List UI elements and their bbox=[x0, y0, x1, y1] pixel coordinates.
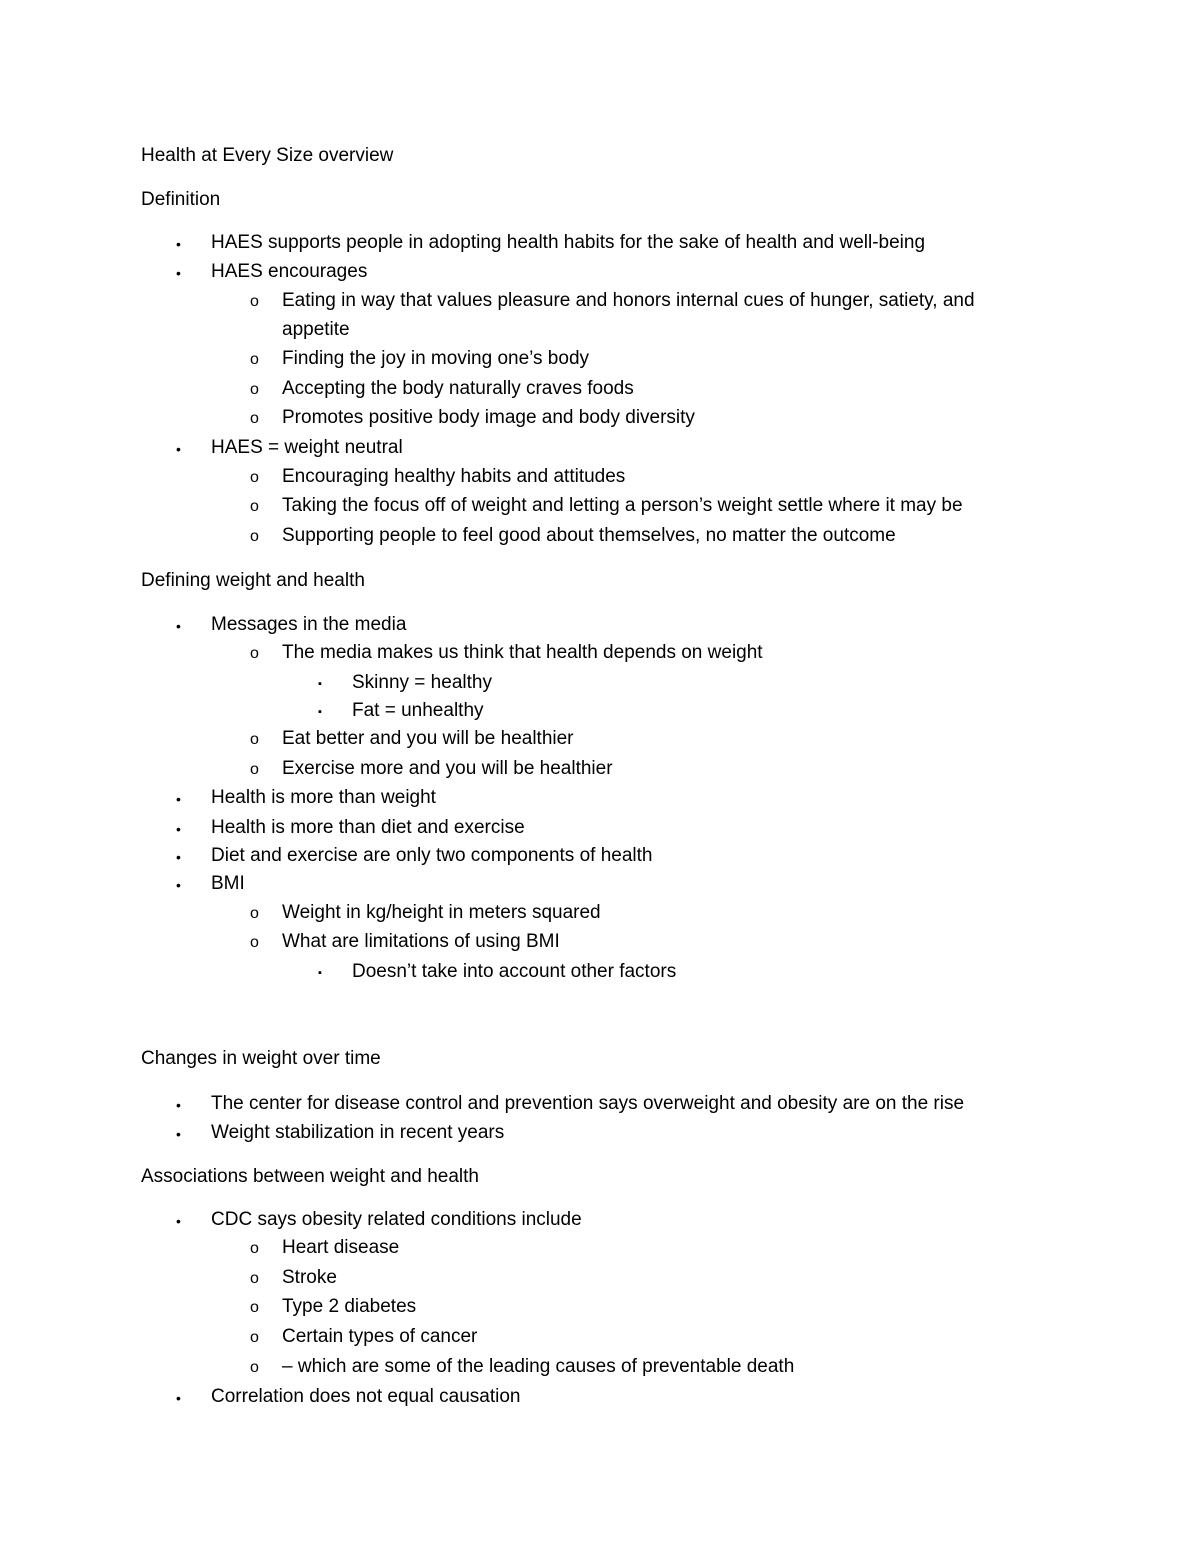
list-item: Fat = unhealthy bbox=[352, 700, 484, 721]
bullet-level1: • bbox=[176, 1097, 181, 1113]
bullet-level2: o bbox=[250, 934, 259, 951]
list-item: Supporting people to feel good about themselves, no matter the outcome bbox=[282, 525, 896, 546]
list-item: Type 2 diabetes bbox=[282, 1296, 417, 1317]
bullet-level1: • bbox=[176, 1213, 181, 1229]
bullet-level2: o bbox=[250, 645, 259, 662]
list-item: Exercise more and you will be healthier bbox=[282, 758, 613, 779]
bullet-level1: • bbox=[176, 618, 181, 634]
bullet-level2: o bbox=[250, 381, 259, 398]
list-item: Weight stabilization in recent years bbox=[211, 1122, 505, 1143]
bullet-level3: ▪ bbox=[318, 706, 322, 718]
list-item: Stroke bbox=[282, 1267, 337, 1288]
list-item: HAES = weight neutral bbox=[211, 437, 403, 458]
list-item: Taking the focus off of weight and letting a person’s weight settle where it may be bbox=[282, 495, 963, 516]
section-heading: Changes in weight over time bbox=[141, 1048, 381, 1069]
bullet-level1: • bbox=[176, 1126, 181, 1142]
list-item: HAES encourages bbox=[211, 261, 368, 282]
list-item: Promotes positive body image and body diversity bbox=[282, 407, 695, 428]
list-item: HAES supports people in adopting health habits for the sake of health and well-being bbox=[211, 232, 926, 253]
list-item: Accepting the body naturally craves foods bbox=[282, 378, 634, 399]
bullet-level1: • bbox=[176, 236, 181, 252]
list-item: Eating in way that values pleasure and honors internal cues of hunger, satiety, and bbox=[282, 290, 975, 311]
bullet-level1: • bbox=[176, 877, 181, 893]
list-item: The center for disease control and prevention says overweight and obesity are on the rise bbox=[211, 1093, 965, 1114]
bullet-level1: • bbox=[176, 441, 181, 457]
bullet-level3: ▪ bbox=[318, 678, 322, 690]
list-item: Health is more than weight bbox=[211, 787, 436, 808]
bullet-level2: o bbox=[250, 528, 259, 545]
list-item: What are limitations of using BMI bbox=[282, 931, 560, 952]
list-item: Messages in the media bbox=[211, 614, 407, 635]
section-heading: Associations between weight and health bbox=[141, 1166, 480, 1187]
list-item: Doesn’t take into account other factors bbox=[352, 961, 677, 982]
bullet-level2: o bbox=[250, 469, 259, 486]
list-item: – which are some of the leading causes of preventable death bbox=[282, 1356, 795, 1377]
bullet-level3: ▪ bbox=[318, 967, 322, 979]
list-item: Heart disease bbox=[282, 1237, 400, 1258]
bullet-level2: o bbox=[250, 1299, 259, 1316]
list-item-continuation: appetite bbox=[282, 319, 350, 340]
bullet-level1: • bbox=[176, 791, 181, 807]
bullet-level2: o bbox=[250, 1359, 259, 1376]
list-item: Eat better and you will be healthier bbox=[282, 728, 574, 749]
list-item: Correlation does not equal causation bbox=[211, 1386, 521, 1407]
list-item: Weight in kg/height in meters squared bbox=[282, 902, 601, 923]
bullet-level2: o bbox=[250, 1270, 259, 1287]
list-item: Skinny = healthy bbox=[352, 672, 492, 693]
list-item: Diet and exercise are only two components of health bbox=[211, 845, 653, 866]
bullet-level2: o bbox=[250, 498, 259, 515]
bullet-level2: o bbox=[250, 1240, 259, 1257]
bullet-level2: o bbox=[250, 731, 259, 748]
bullet-level2: o bbox=[250, 905, 259, 922]
bullet-level2: o bbox=[250, 761, 259, 778]
list-item: Finding the joy in moving one’s body bbox=[282, 348, 590, 369]
list-item: Encouraging healthy habits and attitudes bbox=[282, 466, 626, 487]
bullet-level2: o bbox=[250, 351, 259, 368]
bullet-level1: • bbox=[176, 821, 181, 837]
section-heading: Defining weight and health bbox=[141, 570, 365, 591]
bullet-level1: • bbox=[176, 849, 181, 865]
list-item: Health is more than diet and exercise bbox=[211, 817, 525, 838]
list-item: BMI bbox=[211, 873, 245, 894]
section-heading: Definition bbox=[141, 189, 221, 210]
list-item: CDC says obesity related conditions include bbox=[211, 1209, 582, 1230]
bullet-level2: o bbox=[250, 410, 259, 427]
bullet-level1: • bbox=[176, 265, 181, 281]
bullet-level2: o bbox=[250, 293, 259, 310]
bullet-level1: • bbox=[176, 1390, 181, 1406]
list-item: The media makes us think that health depends on weight bbox=[282, 642, 763, 663]
document-title: Health at Every Size overview bbox=[141, 145, 394, 166]
list-item: Certain types of cancer bbox=[282, 1326, 478, 1347]
bullet-level2: o bbox=[250, 1329, 259, 1346]
